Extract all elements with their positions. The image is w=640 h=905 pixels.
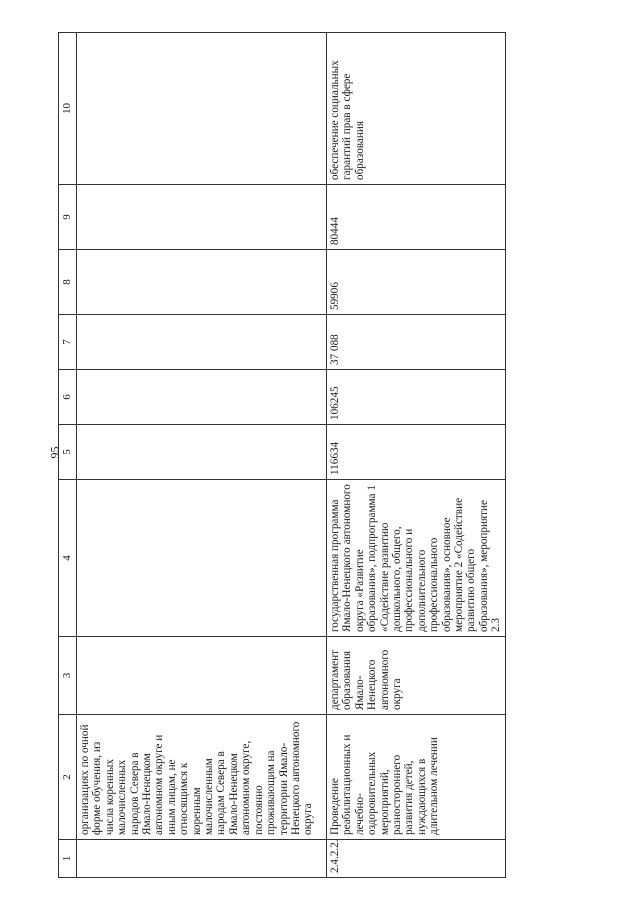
table-cell: организациях по очной форме обучения, из числа коренных малочисленных народов Севера в Ямало-Ненецком автономном округе и иным лицам, не относящимся к коренным малочисленным народам Севера в Ямало-Ненецком автономном округе, постоянно проживающим на территории Ямало-Ненецкого автономного округа xyxy=(77,715,327,840)
table-cell xyxy=(77,250,327,315)
table-cell: 116634 xyxy=(327,425,506,480)
table-cell xyxy=(77,370,327,425)
table-cell: 37 088 xyxy=(327,315,506,370)
table-cell xyxy=(77,840,327,878)
col-header: 6 xyxy=(59,370,77,425)
table-rotated-frame xyxy=(58,33,503,878)
col-header: 10 xyxy=(59,33,77,185)
table-cell: 106245 xyxy=(327,370,506,425)
table-cell: 59906 xyxy=(327,250,506,315)
col-header: 7 xyxy=(59,315,77,370)
table-row xyxy=(77,33,327,878)
table-cell: Проведение реабилитационных и лечебно-оздоровительных мероприятий, разностороннего развития детей, нуждающихся в длительном лечении xyxy=(327,715,506,840)
table-cell xyxy=(77,425,327,480)
header-row xyxy=(59,33,77,878)
data-table xyxy=(58,32,506,878)
table-cell xyxy=(77,637,327,715)
page-number: 95 xyxy=(47,446,62,459)
col-header: 3 xyxy=(59,637,77,715)
table-cell: департамент образования Ямало-Ненецкого автономного округа xyxy=(327,637,506,715)
table-cell xyxy=(77,315,327,370)
table-cell: 2.4.2.2. xyxy=(327,840,506,878)
col-header: 5 xyxy=(59,425,77,480)
col-header: 4 xyxy=(59,480,77,637)
col-header: 8 xyxy=(59,250,77,315)
table-cell: обеспечение социальных гарантий прав в сфере образования xyxy=(327,33,506,185)
table-cell: государственная программа Ямало-Ненецкого автономного округа «Развитие образования», подпрограмма 1 «Содействие развитию дошкольного, общего, профессионального и дополнительного профессионального образования», основное мероприятие 2 «Содействие развитию общего образования», мероприятие 2.3 xyxy=(327,480,506,637)
table-cell xyxy=(77,33,327,185)
table-cell: 80444 xyxy=(327,185,506,250)
table-row xyxy=(327,33,506,878)
document-page xyxy=(58,33,503,878)
table-cell xyxy=(77,185,327,250)
col-header: 9 xyxy=(59,185,77,250)
col-header: 1 xyxy=(59,840,77,878)
table-cell xyxy=(77,480,327,637)
col-header: 2 xyxy=(59,715,77,840)
